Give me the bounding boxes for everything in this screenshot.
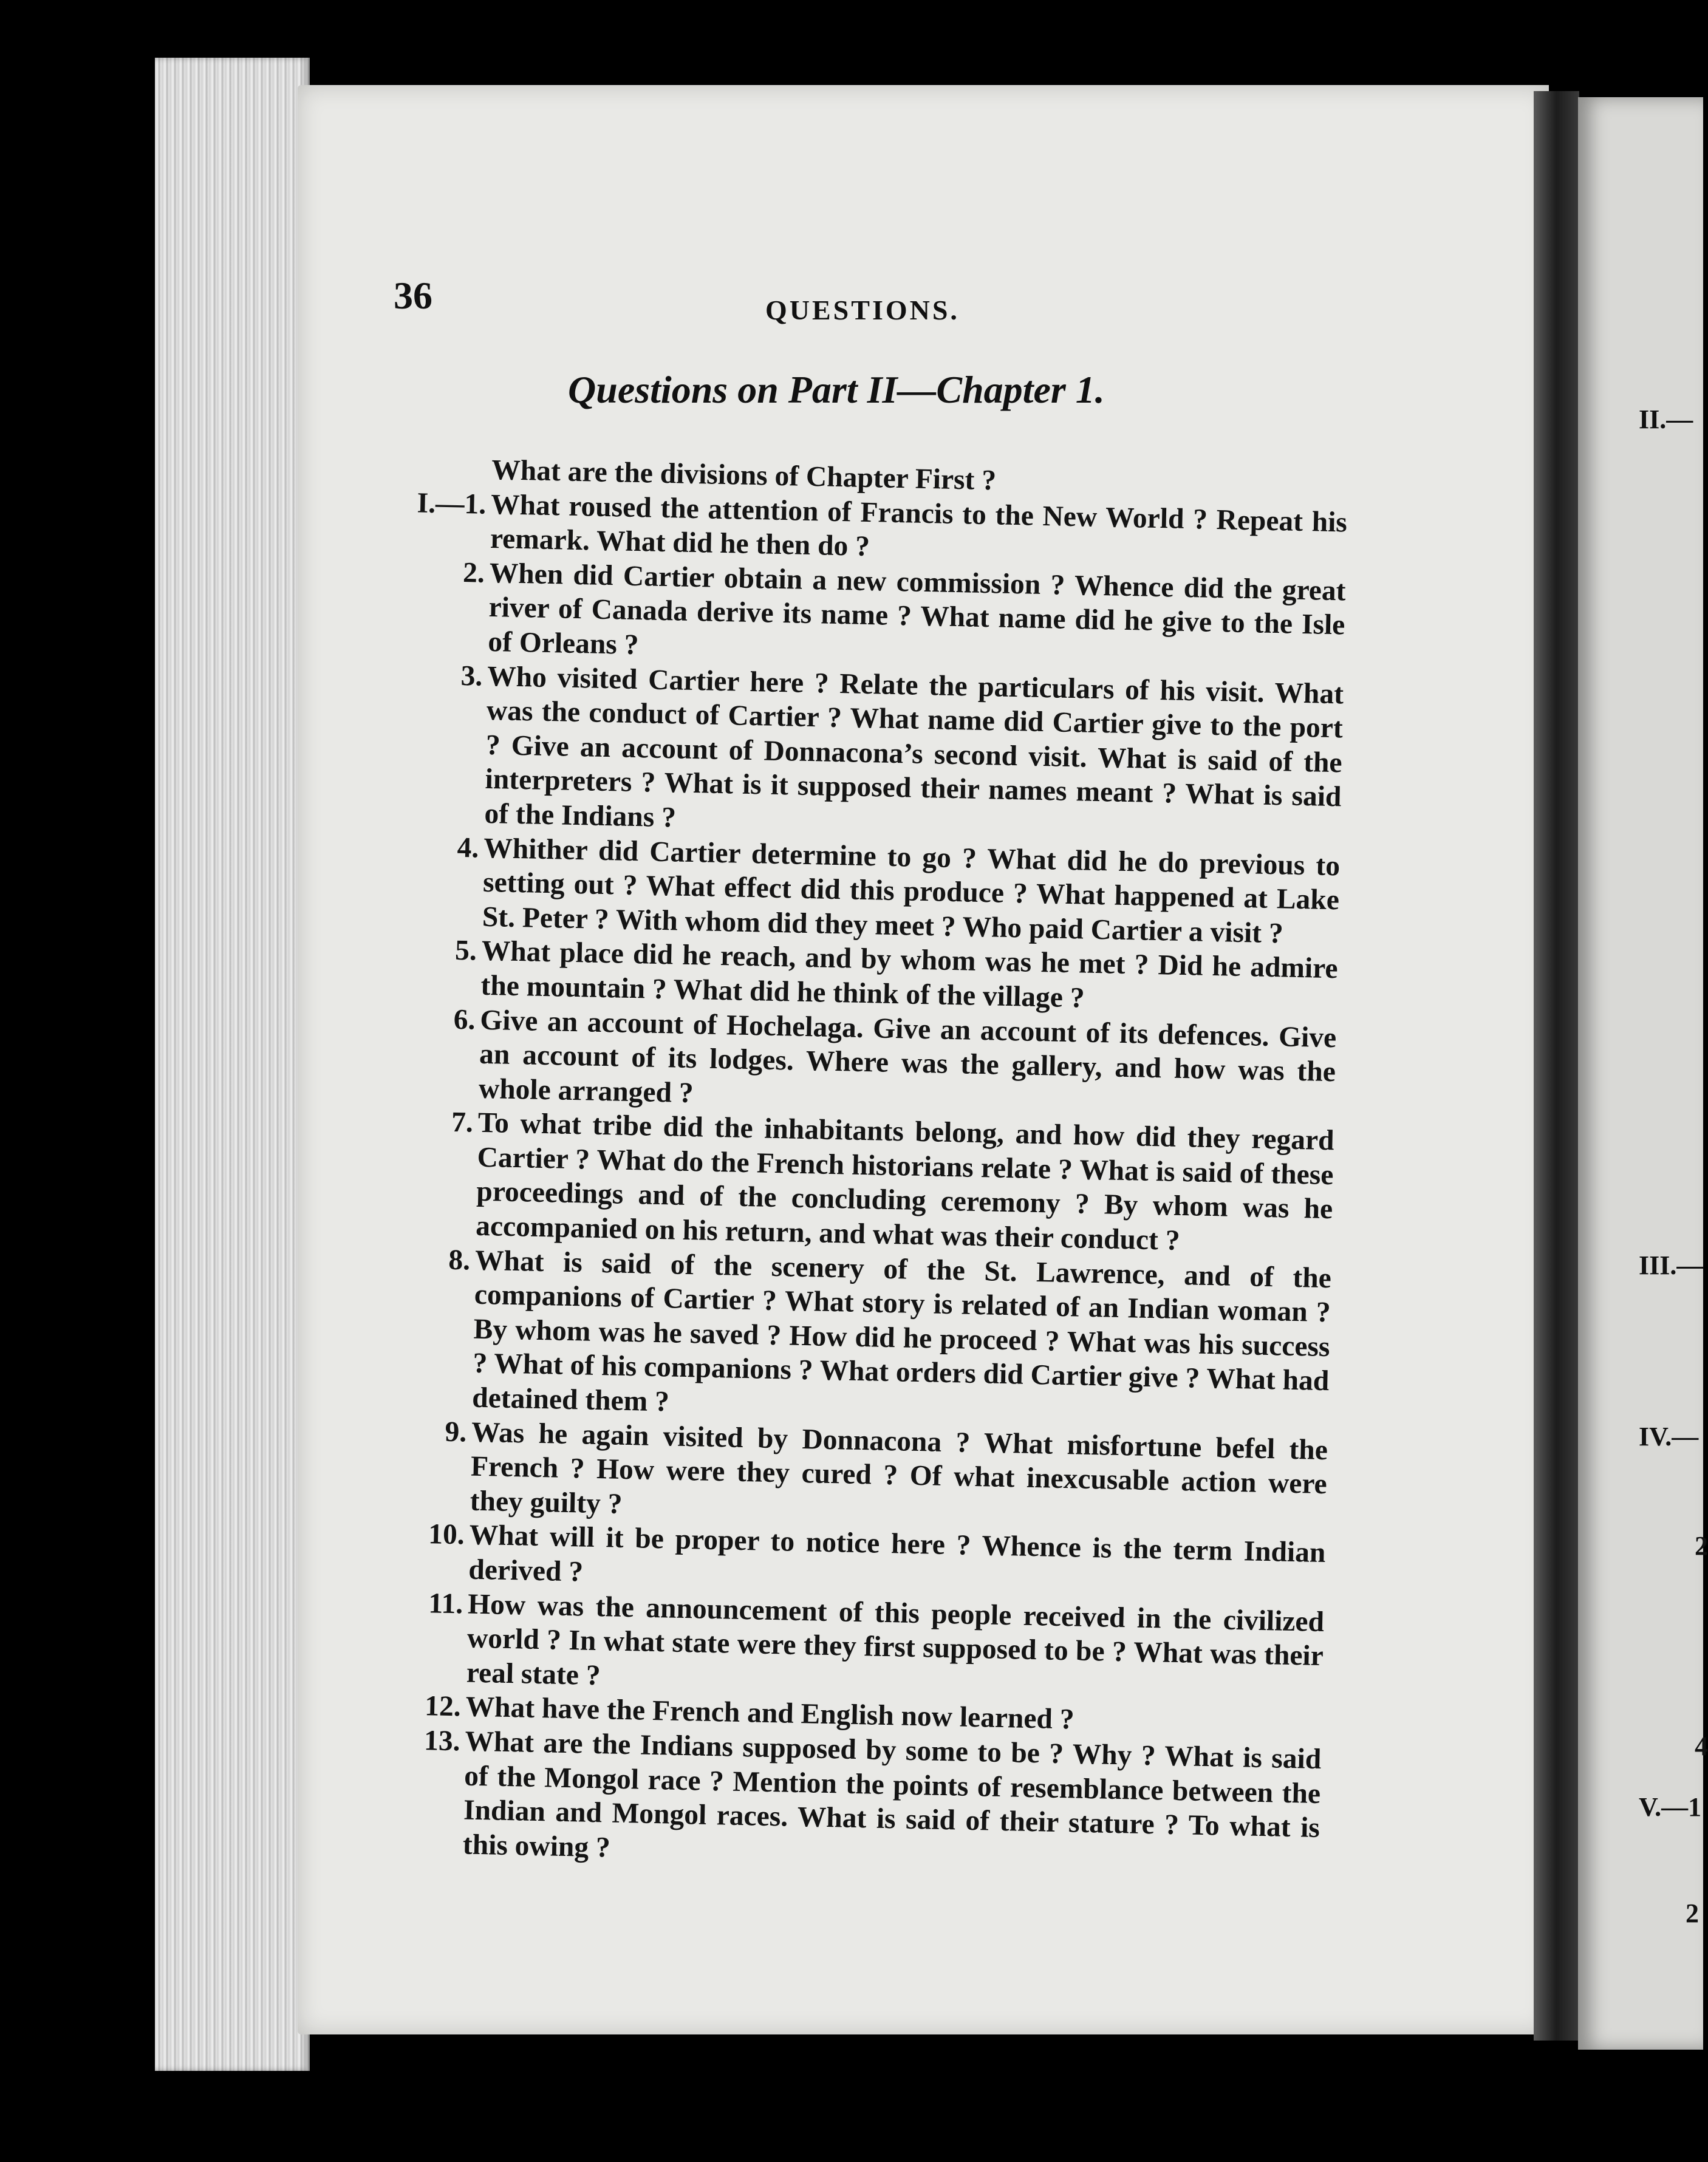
question-text: Was he again visited by Donnacona ? What misfortune befel the French ? How were they cured ? Of what inexcusable action were they guilty ? bbox=[470, 1416, 1328, 1520]
question-text: What have the French and English now learned ? bbox=[465, 1691, 1075, 1736]
intro-question: What are the divisions of Chapter First ? bbox=[491, 454, 997, 497]
facing-margin-label: 4 bbox=[1695, 1731, 1708, 1761]
question-item bbox=[372, 554, 1346, 677]
question-text: Who visited Cartier here ? Relate the particulars of his visit. What was the conduct of Cartier ? What name did Cartier give to the port ? Give an account of Donnacona’s second visit. What is said of the interpreters ? What is it supposed their names meant ? What is said of the Indians ? bbox=[483, 660, 1344, 834]
facing-page bbox=[1578, 97, 1703, 2050]
question-number: 4. bbox=[457, 831, 479, 864]
question-text: What is said of the scenery of the St. Lawrence, and of the companions of Cartier ? What story is related of an Indian woman ? By whom was he saved ? How did he proceed ? What was his success ? What of his companions ? What orders did Cartier give ? What had detained them ? bbox=[471, 1244, 1332, 1418]
question-item bbox=[363, 1000, 1336, 1124]
question-text: What roused the attention of Francis to the New World ? Repeat his remark. What did he then do ? bbox=[490, 488, 1348, 563]
question-number: 3. bbox=[460, 660, 483, 692]
question-number: 13. bbox=[423, 1725, 461, 1758]
question-item bbox=[369, 656, 1344, 848]
question-number: 9. bbox=[445, 1416, 467, 1448]
facing-margin-label: 2 bbox=[1695, 1531, 1708, 1561]
chapter-title: Questions on Part II—Chapter 1. bbox=[568, 368, 1105, 411]
question-text: To what tribe did the inhabitants belong, and how did they regard Cartier ? What do the French historians relate ? What is said of these proceedings and of the concluding ceremony ? By whom was he accompanied on his return, and what was their conduct ? bbox=[475, 1107, 1335, 1257]
question-list bbox=[347, 451, 1348, 1880]
running-head: QUESTIONS. bbox=[765, 295, 960, 326]
question-text: How was the announcement of this people received in the civilized world ? In what state were they first supposed to be ? What was their real state ? bbox=[466, 1588, 1325, 1691]
question-item bbox=[354, 1413, 1328, 1536]
question-number: 10. bbox=[428, 1518, 465, 1551]
question-item bbox=[347, 1722, 1321, 1880]
question-text: What place did he reach, and by whom was he met ? Did he admire the mountain ? What did he think of the village ? bbox=[480, 935, 1339, 1014]
question-text: Give an account of Hochelaga. Give an account of its defences. Give an account of its lodges. Where was the gallery, and how was the whole arranged ? bbox=[478, 1004, 1337, 1109]
question-text: What will it be proper to notice here ? Whence is the term Indian derived ? bbox=[468, 1519, 1326, 1588]
question-text: What are the Indians supposed by some to be ? Why ? What is said of the Mongol race ? Mention the points of resemblance between the Indian and Mongol races. What is said of their stature ? To what is this owing ? bbox=[462, 1725, 1322, 1864]
question-item bbox=[357, 1241, 1332, 1433]
facing-margin-label: III.— bbox=[1639, 1250, 1704, 1280]
question-text: Whither did Cartier determine to go ? What did he do previous to setting out ? What effect did this produce ? What happened at Lake St. Peter ? With whom did they meet ? Who paid Cartier a visit ? bbox=[482, 832, 1341, 950]
question-item bbox=[350, 1584, 1324, 1708]
question-number: 6. bbox=[453, 1003, 476, 1036]
question-item bbox=[366, 828, 1340, 952]
question-number: 5. bbox=[454, 935, 477, 967]
question-text: When did Cartier obtain a new commission ? Whence did the great river of Canada derive its name ? What name did he give to the Isle of Orleans ? bbox=[487, 557, 1347, 661]
question-number: 12. bbox=[424, 1690, 462, 1723]
book-gutter bbox=[1534, 91, 1579, 2041]
facing-margin-label: II.— bbox=[1639, 404, 1693, 434]
question-number: 11. bbox=[428, 1587, 463, 1620]
question-number: 8. bbox=[448, 1244, 471, 1277]
question-number: 7. bbox=[451, 1107, 474, 1139]
question-number: 2. bbox=[462, 556, 485, 589]
page-edges bbox=[155, 58, 310, 2071]
facing-margin-label: IV.— bbox=[1639, 1422, 1699, 1451]
facing-margin-label: V.—1 bbox=[1639, 1792, 1702, 1822]
question-item bbox=[360, 1103, 1334, 1261]
facing-margin-label: 2 bbox=[1686, 1898, 1699, 1928]
page-number: 36 bbox=[394, 274, 432, 317]
question-number: I.—1. bbox=[417, 487, 487, 520]
